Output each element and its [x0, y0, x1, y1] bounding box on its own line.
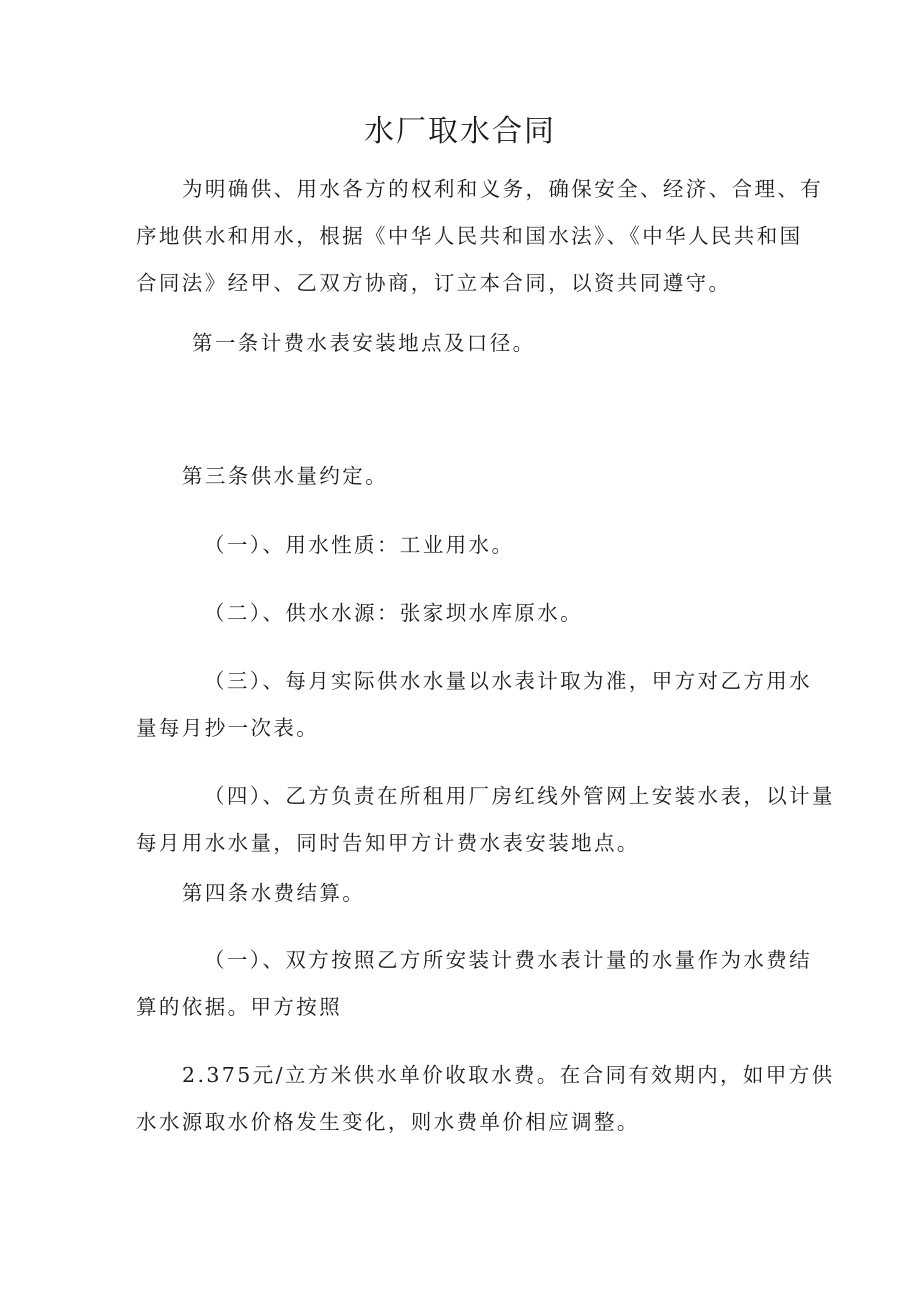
article-3-heading	[182, 453, 836, 500]
article-3-item-3-line-1: （三）、每月实际供水水量以水表计取为准，甲方对乙方用水	[204, 669, 813, 693]
article-3-item-4	[136, 773, 835, 867]
article-3-item-1-text: （一）、用水性质：工业用水。	[204, 533, 515, 557]
article-4-item-1-line-2: 算的依据。甲方按照	[136, 995, 343, 1019]
article-1-heading	[192, 320, 846, 367]
article-3-item-1	[136, 522, 790, 569]
contract-title: 水厂取水合同	[364, 114, 556, 149]
article-3-item-3	[136, 658, 813, 752]
article-4-item-1-line-1: （一）、双方按照乙方所安装计费水表计量的水量作为水费结	[204, 948, 813, 972]
article-3-item-2	[136, 590, 790, 637]
article-3-item-4-line-1: （四）、乙方负责在所租用厂房红线外管网上安装水表，以计量	[204, 784, 835, 808]
article-4-price-paragraph	[136, 1052, 835, 1146]
article-3-item-3-line-2: 量每月抄一次表。	[136, 716, 320, 740]
article-4-heading	[182, 870, 836, 917]
article-4-price-line-2: 水水源取水价格发生变化，则水费单价相应调整。	[136, 1110, 640, 1134]
article-3-item-2-text: （二）、供水水源：张家坝水库原水。	[204, 601, 584, 625]
article-4-item-1	[136, 937, 813, 1031]
preamble-line-1: 为明确供、用水各方的权利和义务，确保安全、经济、合理、有	[182, 177, 824, 201]
article-4-price-line-1: 2.375元/立方米供水单价收取水费。在合同有效期内，如甲方供	[182, 1063, 835, 1087]
article-1-text: 第一条计费水表安装地点及口径。	[192, 331, 536, 355]
article-3-text: 第三条供水量约定。	[182, 464, 389, 488]
preamble-line-2: 序地供水和用水，根据《中华人民共和国水法》、《中华人民共和国	[136, 224, 803, 248]
preamble-line-3: 合同法》经甲、乙双方协商，订立本合同，以资共同遵守。	[136, 271, 732, 295]
article-3-item-4-line-2: 每月用水水量，同时告知甲方计费水表安装地点。	[136, 831, 640, 855]
preamble-paragraph	[136, 166, 824, 307]
article-4-text: 第四条水费结算。	[182, 881, 366, 905]
